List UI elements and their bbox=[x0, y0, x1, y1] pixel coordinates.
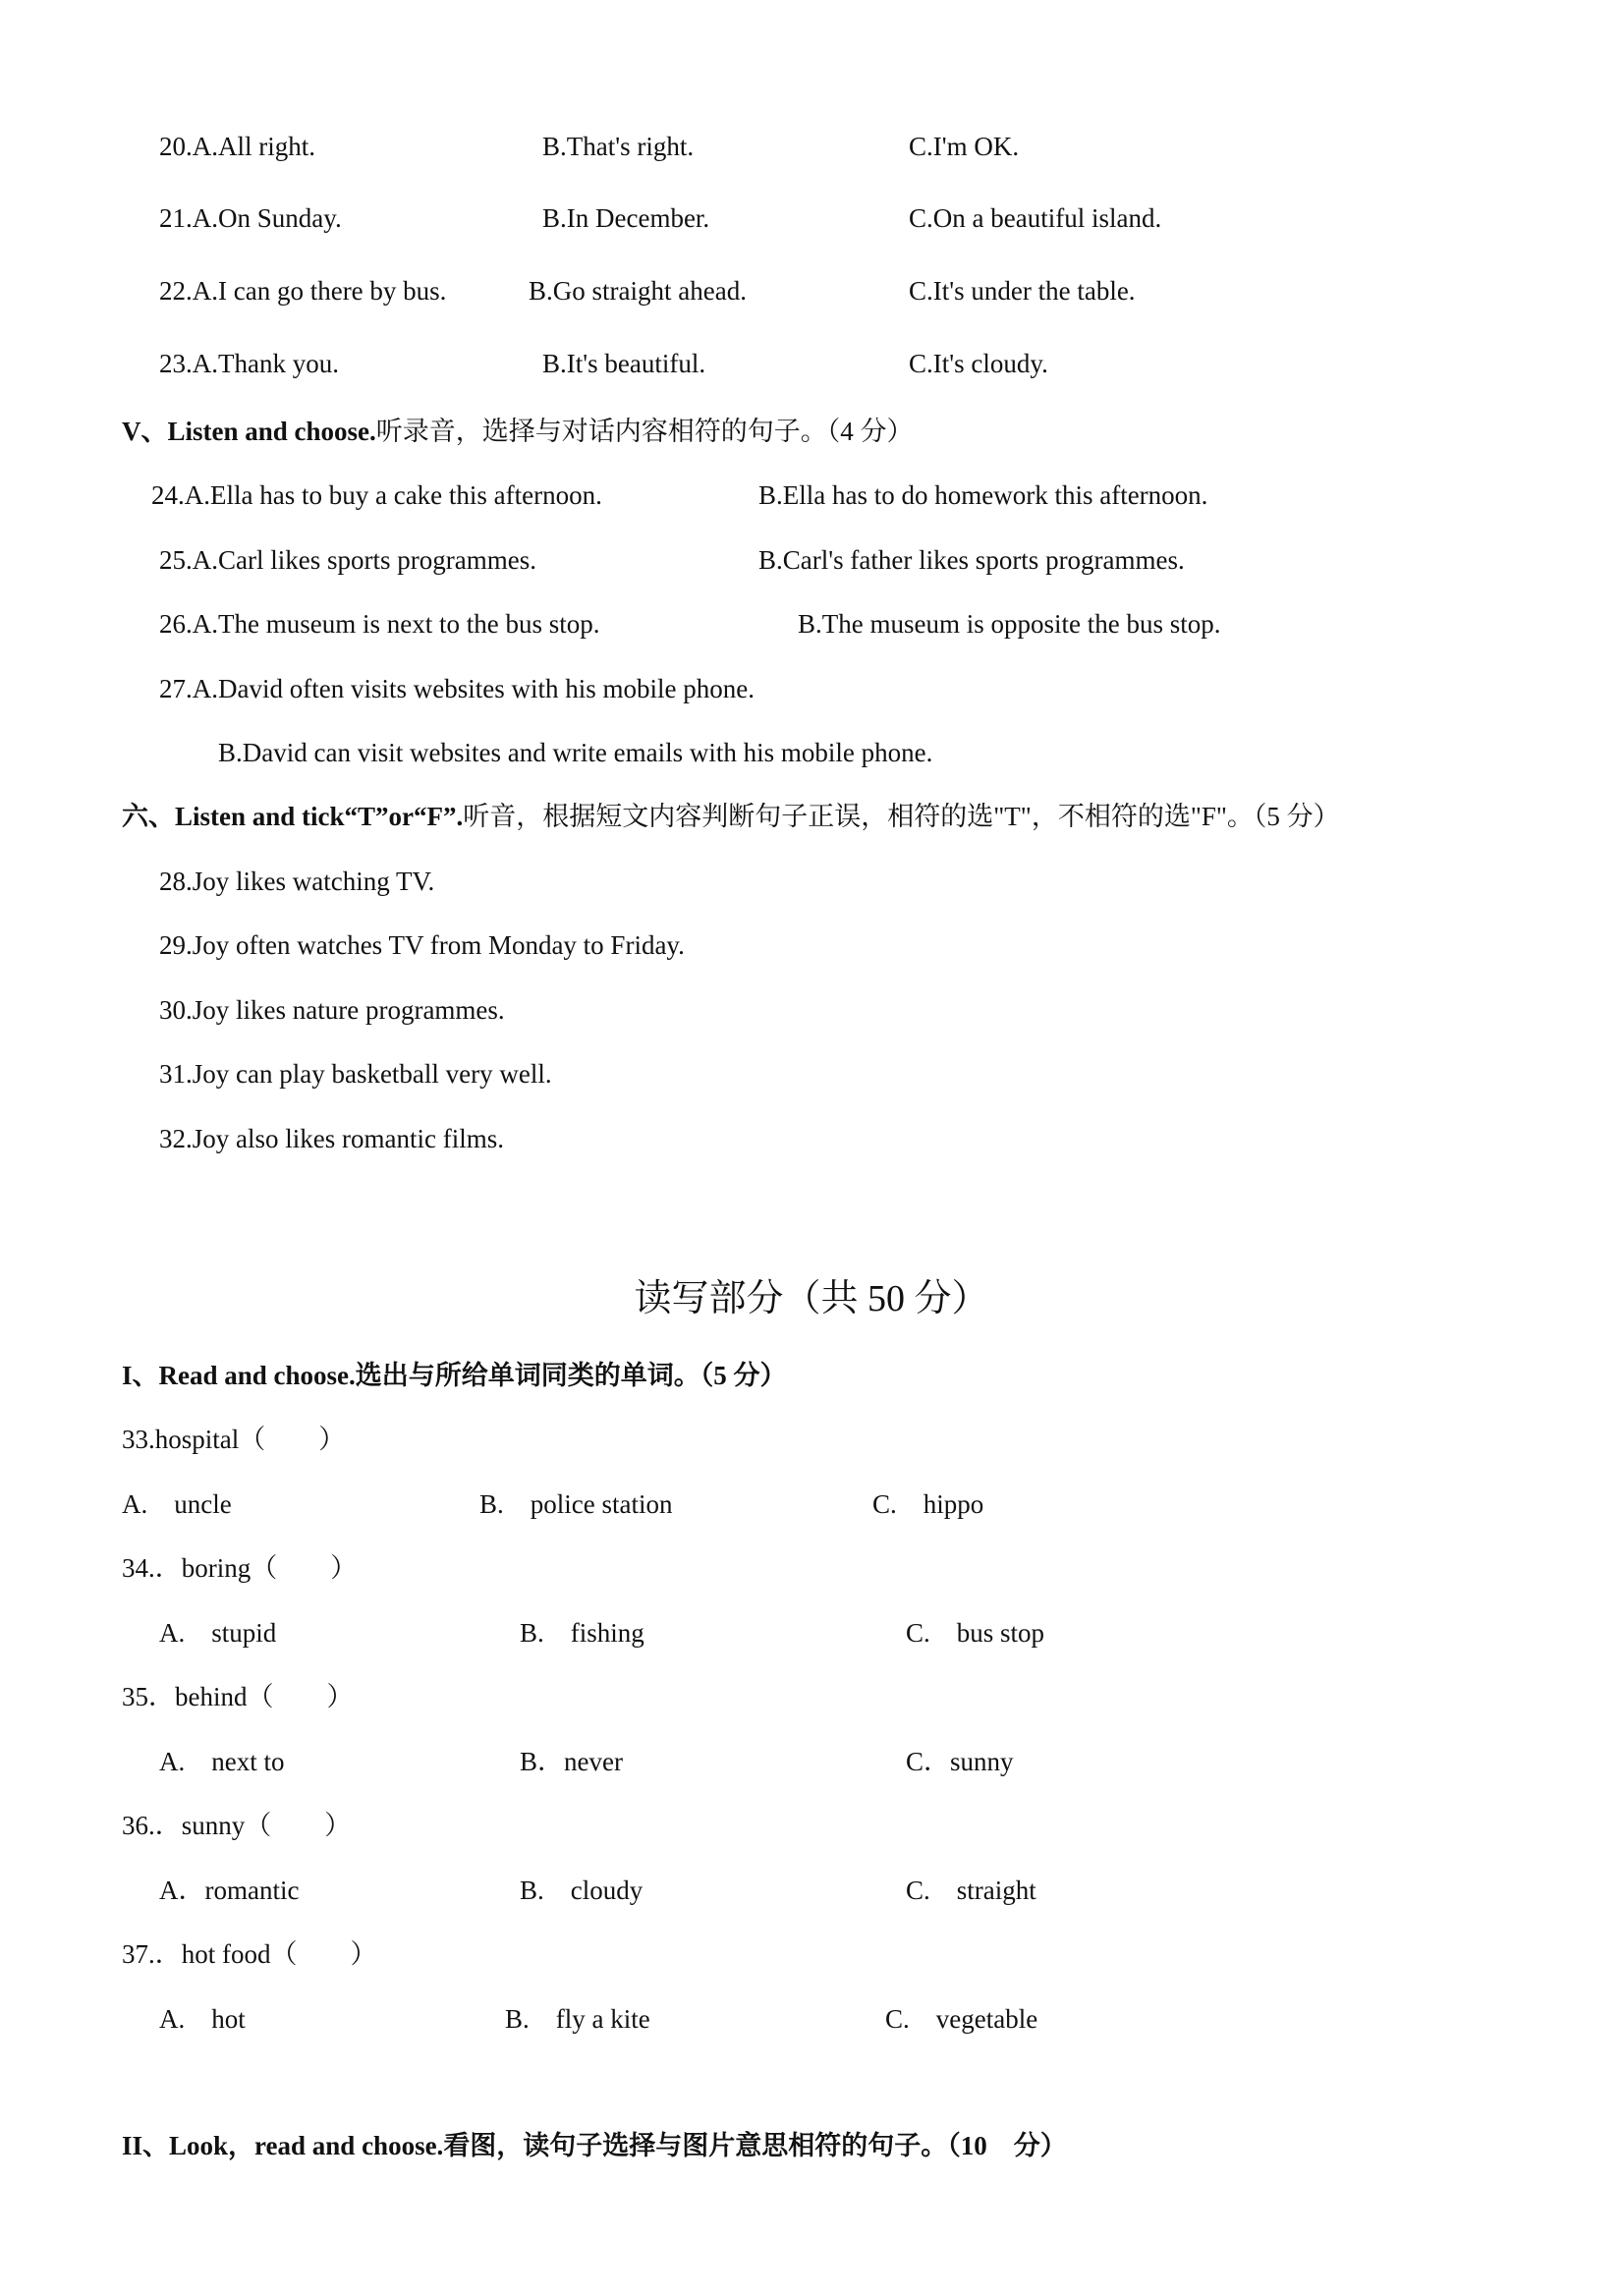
q21-option-b: B.In December. bbox=[542, 203, 710, 233]
section-ii-heading-cn: 看图，读句子选择与图片意思相符的句子。（10 分） bbox=[443, 2131, 1067, 2160]
q20-option-a: 20.A.All right. bbox=[159, 132, 315, 161]
q37-stem: 37.．hot food（ ） bbox=[122, 1939, 377, 1969]
q21-option-a: 21.A.On Sunday. bbox=[159, 203, 342, 233]
section-i-heading-cn: 选出与所给单词同类的单词。（5 分） bbox=[355, 1361, 787, 1390]
statement-29: 29.Joy often watches TV from Monday to Friday. bbox=[159, 930, 685, 960]
q37-option-b: B. fly a kite bbox=[505, 2004, 650, 2034]
statement-28: 28.Joy likes watching TV. bbox=[159, 867, 435, 896]
section-6-heading bbox=[122, 800, 1340, 833]
q34-option-b: B. fishing bbox=[520, 1618, 644, 1648]
q20-option-b: B.That's right. bbox=[542, 132, 695, 161]
q25-option-a: 25.A.Carl likes sports programmes. bbox=[159, 545, 536, 575]
section-v-heading bbox=[122, 415, 914, 448]
q27-option-b: B.David can visit websites and write emails with his mobile phone. bbox=[218, 738, 933, 767]
q34-option-a: A. stupid bbox=[159, 1618, 277, 1648]
section-i-heading bbox=[122, 1359, 787, 1392]
q24-option-a: 24.A.Ella has to buy a cake this afternoon. bbox=[151, 480, 602, 510]
q26-option-a: 26.A.The museum is next to the bus stop. bbox=[159, 609, 600, 639]
q35-option-b: B．never bbox=[520, 1747, 623, 1776]
q37-option-a: A. hot bbox=[159, 2004, 246, 2034]
q23-option-a: 23.A.Thank you. bbox=[159, 349, 339, 378]
q23-option-b: B.It's beautiful. bbox=[542, 349, 706, 378]
section-ii-heading bbox=[122, 2129, 1067, 2162]
q33-stem: 33.hospital（ ） bbox=[122, 1425, 346, 1454]
q36-option-a: A．romantic bbox=[159, 1876, 300, 1905]
q22-option-c: C.It's under the table. bbox=[909, 276, 1136, 306]
section-6-heading-en: 六、Listen and tick“T”or“F”. bbox=[122, 802, 464, 831]
q21-option-c: C.On a beautiful island. bbox=[909, 203, 1162, 233]
q27-option-a: 27.A.David often visits websites with his mobile phone. bbox=[159, 674, 755, 703]
section-v-heading-cn: 听录音，选择与对话内容相符的句子。（4 分） bbox=[375, 417, 914, 446]
q35-stem: 35．behind（ ） bbox=[122, 1682, 354, 1711]
q20-option-c: C.I'm OK. bbox=[909, 132, 1020, 161]
section-ii-heading-en: II、Look，read and choose. bbox=[122, 2131, 444, 2160]
q26-option-b: B.The museum is opposite the bus stop. bbox=[798, 609, 1221, 639]
q35-option-a: A. next to bbox=[159, 1747, 285, 1776]
statement-30: 30.Joy likes nature programmes. bbox=[159, 995, 505, 1025]
q35-option-c: C．sunny bbox=[906, 1747, 1014, 1776]
section-6-heading-cn: 听音，根据短文内容判断句子正误，相符的选"T"，不相符的选"F"。（5 分） bbox=[463, 802, 1340, 831]
q22-option-a: 22.A.I can go there by bus. bbox=[159, 276, 447, 306]
q36-option-c: C. straight bbox=[906, 1876, 1036, 1905]
q37-option-c: C. vegetable bbox=[885, 2004, 1038, 2034]
q23-option-c: C.It's cloudy. bbox=[909, 349, 1048, 378]
q34-stem: 34.．boring（ ） bbox=[122, 1553, 358, 1583]
section-i-heading-en: I、Read and choose. bbox=[122, 1361, 356, 1390]
q33-option-c: C. hippo bbox=[872, 1489, 984, 1519]
q34-option-c: C. bus stop bbox=[906, 1618, 1045, 1648]
statement-32: 32.Joy also likes romantic films. bbox=[159, 1124, 504, 1153]
q36-option-b: B. cloudy bbox=[520, 1876, 644, 1905]
part-title: 读写部分（共 50 分） bbox=[634, 1278, 989, 1319]
statement-31: 31.Joy can play basketball very well. bbox=[159, 1059, 552, 1089]
q25-option-b: B.Carl's father likes sports programmes. bbox=[758, 545, 1185, 575]
q33-option-b: B. police station bbox=[479, 1489, 673, 1519]
q33-option-a: A. uncle bbox=[122, 1489, 232, 1519]
q22-option-b: B.Go straight ahead. bbox=[529, 276, 747, 306]
q36-stem: 36.．sunny（ ） bbox=[122, 1811, 352, 1840]
section-v-heading-en: V、Listen and choose. bbox=[122, 417, 376, 446]
q24-option-b: B.Ella has to do homework this afternoon. bbox=[758, 480, 1208, 510]
